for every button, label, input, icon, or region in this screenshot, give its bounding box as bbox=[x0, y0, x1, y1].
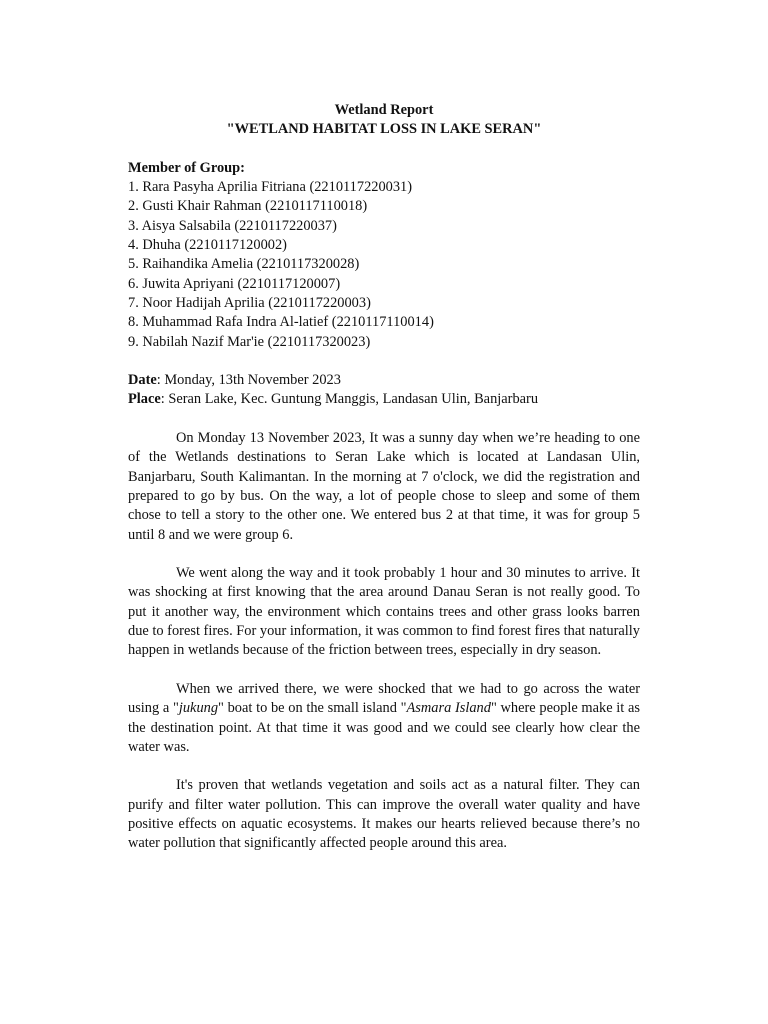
paragraph-3-italic-jukung: jukung bbox=[178, 700, 219, 717]
member-item: 1. Rara Pasyha Aprilia Fitriana (2210117220031) bbox=[128, 179, 413, 196]
member-item: 9. Nabilah Nazif Mar'ie (2210117320023) bbox=[128, 333, 371, 350]
place-value: : Seran Lake, Kec. Guntung Manggis, Landasan Ulin, Banjarbaru bbox=[160, 391, 539, 408]
document-body bbox=[128, 101, 640, 854]
members-heading: Member of Group: bbox=[128, 159, 245, 176]
paragraph-3-text-3: " where people make it as the destination point. At that time it was good and we could see clearly how clear the water was. bbox=[128, 700, 640, 755]
member-item: 8. Muhammad Rafa Indra Al-latief (2210117110014) bbox=[128, 314, 434, 331]
paragraph-3-text-1: When we arrived there, we were shocked that we had to go across the water using a " bbox=[128, 680, 640, 717]
meta-block bbox=[128, 371, 640, 410]
date-line bbox=[128, 371, 640, 390]
member-item: 2. Gusti Khair Rahman (2210117110018) bbox=[128, 198, 368, 215]
paragraph-4: It's proven that wetlands vegetation and soils act as a natural filter. They can purify and filter water pollution. This can improve the overall water quality and have positive effects on aquatic ecosystems. It makes our hearts relieved because there’s no water pollution that significantly affected people around this area. bbox=[128, 777, 640, 852]
member-item: 7. Noor Hadijah Aprilia (2210117220003) bbox=[128, 294, 371, 311]
place-line bbox=[128, 390, 640, 409]
document-subtitle: "WETLAND HABITAT LOSS IN LAKE SERAN" bbox=[226, 121, 542, 138]
date-value: : Monday, 13th November 2023 bbox=[156, 372, 341, 389]
member-item: 4. Dhuha (2210117120002) bbox=[128, 237, 287, 254]
place-label: Place bbox=[128, 391, 161, 408]
paragraph-3 bbox=[128, 680, 640, 757]
paragraph-2: We went along the way and it took probably 1 hour and 30 minutes to arrive. It was shocking at first knowing that the area around Danau Seran is not really good. To put it another way, the environment which contains trees and other grass looks barren due to forest fires. For your information, it was common to find forest fires that naturally happen in wetlands because of the friction between trees, especially in dry season. bbox=[128, 565, 640, 659]
paragraph-3-italic-asmara: Asmara Island bbox=[406, 700, 491, 717]
member-list bbox=[128, 178, 640, 352]
member-item: 5. Raihandika Amelia (2210117320028) bbox=[128, 256, 360, 273]
member-item: 6. Juwita Apriyani (2210117120007) bbox=[128, 275, 341, 292]
date-label: Date bbox=[128, 372, 157, 389]
paragraph-3-text-2: " boat to be on the small island " bbox=[218, 700, 407, 717]
paragraph-1: On Monday 13 November 2023, It was a sunny day when we’re heading to one of the Wetlands destinations to Seran Lake which is located at Landasan Ulin, Banjarbaru, South Kalimantan. In the morning at 7 o'clock, we did the registration and prepared to go by bus. On the way, a lot of people chose to sleep and some of them chose to tell a story to the other one. We entered bus 2 at that time, it was for group 5 until 8 and we were group 6. bbox=[128, 430, 640, 543]
member-item: 3. Aisya Salsabila (2210117220037) bbox=[128, 217, 337, 234]
document-title: Wetland Report bbox=[334, 102, 434, 118]
